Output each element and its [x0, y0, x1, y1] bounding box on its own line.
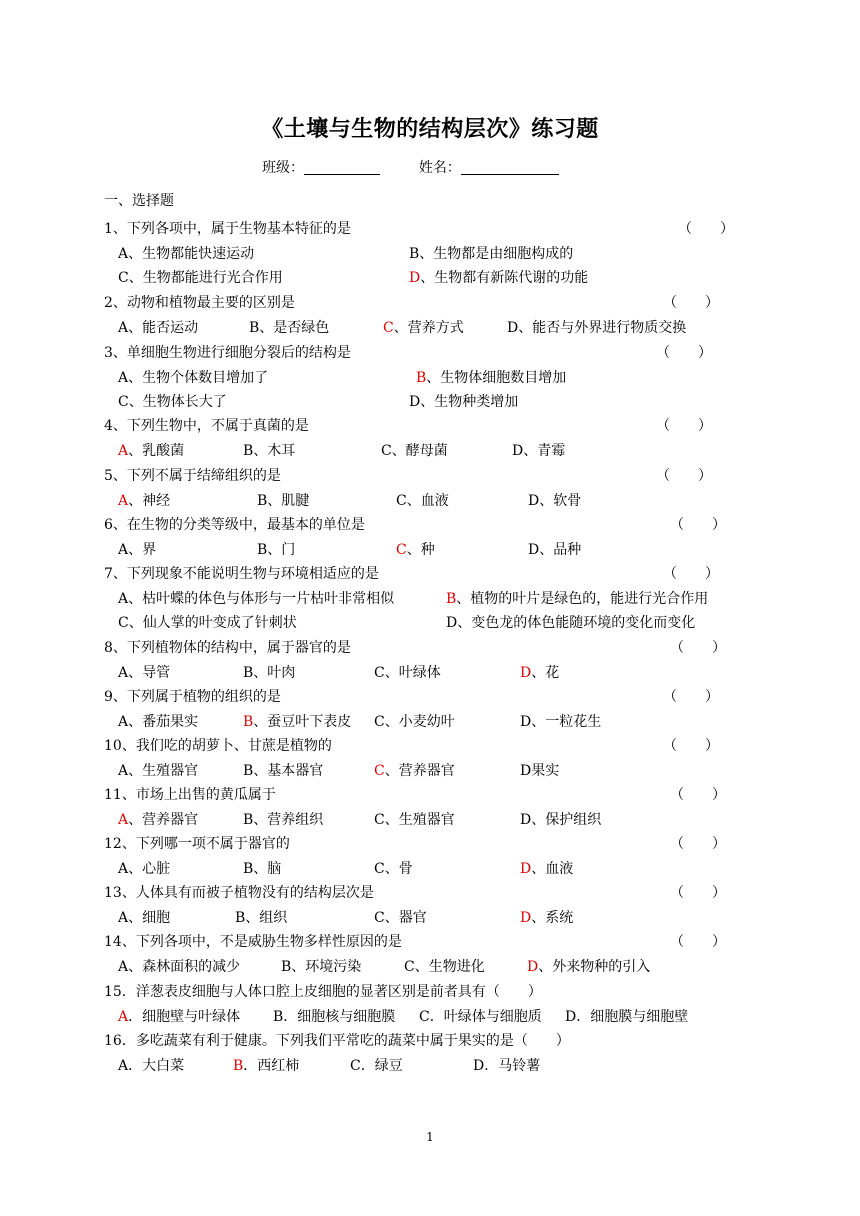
option-letter: B	[416, 369, 427, 386]
option-c	[350, 1055, 403, 1077]
answer-blank[interactable]: （ ）	[670, 934, 726, 950]
option-text: 、环境污染	[291, 958, 362, 975]
option-letter: A	[118, 713, 129, 730]
option-letter: D	[520, 860, 532, 877]
option-text: ．叶绿体与细胞质	[429, 1008, 542, 1025]
option-a	[118, 243, 254, 265]
option-text: 、叶肉	[253, 664, 296, 681]
option-text: 、能否运动	[128, 319, 199, 336]
student-info-line	[262, 157, 559, 177]
option-letter: C	[396, 492, 407, 509]
option-letter: B	[409, 245, 420, 262]
option-text: 、营养器官	[128, 811, 199, 828]
option-text: 、神经	[128, 492, 171, 509]
option-text: 果实	[531, 762, 560, 779]
option-text: 、叶绿体	[384, 664, 441, 681]
option-text: 、生殖器官	[128, 762, 199, 779]
option-text: 、变色龙的体色能随环境的变化而变化	[457, 615, 696, 631]
option-b	[243, 711, 351, 733]
option-letter: C	[396, 541, 407, 558]
option-letter: A	[118, 664, 129, 681]
answer-blank[interactable]: （ ）	[670, 787, 726, 803]
option-letter: A	[118, 958, 129, 975]
question-text: 5、下列不属于结缔组织的是	[104, 468, 281, 484]
answer-blank[interactable]: （ ）	[656, 418, 712, 434]
question-stem	[104, 931, 754, 953]
question-text: 16．多吃蔬菜有利于健康。下列我们平常吃的蔬菜中属于果实的是（ ）	[104, 1033, 570, 1049]
option-letter: D	[528, 541, 540, 558]
option-letter: D	[565, 1008, 577, 1025]
page-title: 《土壤与生物的结构层次》练习题	[261, 116, 599, 142]
option-text: 、是否绿色	[259, 319, 330, 336]
option-letter: D	[409, 394, 421, 410]
option-text: 、乳酸菌	[128, 442, 185, 459]
option-letter: D	[512, 442, 524, 459]
option-c	[374, 809, 455, 831]
option-letter: C	[383, 319, 394, 336]
option-text: 、骨	[384, 860, 413, 877]
option-text: 、生物体细胞数目增加	[426, 369, 567, 386]
option-text: 、外来物种的引入	[538, 958, 651, 975]
option-text: 、品种	[539, 541, 582, 558]
answer-blank[interactable]: （ ）	[663, 295, 719, 311]
option-letter: C	[118, 270, 129, 286]
answer-blank[interactable]: （ ）	[656, 345, 712, 361]
option-a	[118, 440, 184, 462]
option-c	[381, 440, 448, 462]
option-letter: B	[446, 590, 457, 607]
option-letter: A	[118, 811, 129, 828]
option-b	[257, 490, 309, 512]
option-text: 、界	[128, 541, 157, 558]
option-letter: D	[520, 811, 532, 828]
option-text: 、保护组织	[531, 811, 602, 828]
option-d	[520, 711, 601, 733]
option-text: 、组织	[245, 909, 288, 926]
option-letter: B	[233, 1057, 244, 1074]
option-text: 、森林面积的减少	[128, 958, 241, 975]
question-stem	[104, 686, 754, 708]
question-stem	[104, 833, 754, 855]
option-b	[409, 243, 573, 265]
option-letter: A	[118, 1057, 129, 1074]
option-c	[374, 662, 441, 684]
question-stem	[104, 218, 754, 240]
question-text: 12、下列哪一项不属于器官的	[104, 836, 290, 852]
option-a	[118, 539, 156, 561]
option-text: 、植物的叶片是绿色的，能进行光合作用	[456, 590, 709, 607]
option-letter: C	[419, 1008, 430, 1025]
option-a	[118, 1006, 240, 1028]
answer-blank[interactable]: （ ）	[663, 738, 719, 754]
option-letter: D	[473, 1057, 485, 1074]
option-letter: B	[243, 811, 254, 828]
option-a	[118, 662, 170, 684]
option-letter: C	[374, 762, 385, 779]
option-text: 、肌腱	[267, 492, 310, 509]
question-text: 9、下列属于植物的组织的是	[104, 689, 281, 705]
option-a	[118, 956, 240, 978]
option-text: 、脑	[253, 860, 282, 877]
option-letter: C	[374, 860, 385, 877]
question-stem	[104, 637, 754, 659]
option-text: 、花	[531, 664, 560, 681]
option-d	[520, 809, 601, 831]
option-text: ．细胞壁与叶绿体	[128, 1008, 241, 1025]
option-letter: C	[374, 811, 385, 828]
question-text: 3、单细胞生物进行细胞分裂后的结构是	[104, 345, 351, 361]
option-letter: B	[273, 1008, 284, 1025]
option-letter: D	[507, 319, 519, 336]
option-letter: A	[118, 909, 129, 926]
option-text: 、生物体长大了	[128, 394, 227, 410]
option-a	[118, 588, 394, 610]
option-text: 、生物个体数目增加了	[128, 369, 269, 386]
option-letter: A	[118, 541, 129, 558]
question-text: 10、我们吃的胡萝卜、甘蔗是植物的	[104, 738, 332, 754]
option-c	[383, 317, 464, 339]
option-letter: A	[118, 492, 129, 509]
option-c	[396, 539, 435, 561]
option-letter: B	[257, 541, 268, 558]
option-d	[520, 760, 559, 782]
option-c	[404, 956, 485, 978]
option-text: 、器官	[384, 909, 427, 926]
option-letter: B	[235, 909, 246, 926]
question-stem	[104, 514, 754, 536]
section-heading: 一、选择题	[104, 193, 174, 209]
question-stem	[104, 981, 754, 1003]
option-letter: C	[374, 664, 385, 681]
option-letter: A	[118, 319, 129, 336]
option-text: 、蚕豆叶下表皮	[253, 713, 352, 730]
name-label: 姓名：	[418, 160, 461, 176]
option-letter: B	[243, 713, 254, 730]
option-text: 、生物都是由细胞构成的	[419, 245, 574, 262]
option-d	[527, 956, 650, 978]
option-text: 、细胞	[128, 909, 171, 926]
option-a	[118, 907, 170, 929]
option-b	[416, 367, 566, 389]
option-a	[118, 858, 170, 880]
option-letter: B	[243, 860, 254, 877]
option-text: 、营养器官	[384, 762, 455, 779]
option-d	[565, 1006, 688, 1028]
option-d	[528, 539, 581, 561]
option-a	[118, 367, 268, 389]
option-b	[249, 317, 329, 339]
option-letter: A	[118, 860, 129, 877]
option-b	[243, 858, 281, 880]
option-text: ．细胞膜与细胞壁	[576, 1008, 689, 1025]
option-text: 、系统	[531, 909, 574, 926]
option-text: 、基本器官	[253, 762, 324, 779]
option-text: 、营养组织	[253, 811, 324, 828]
option-c	[118, 267, 283, 289]
option-letter: A	[118, 442, 129, 459]
option-c	[374, 711, 455, 733]
option-letter: C	[350, 1057, 361, 1074]
answer-blank[interactable]: （ ）	[656, 468, 712, 484]
option-letter: A	[118, 762, 129, 779]
option-text: 、一粒花生	[531, 713, 602, 730]
answer-blank[interactable]: （ ）	[663, 689, 719, 705]
option-text: 、酵母菌	[391, 442, 448, 459]
option-c	[396, 490, 449, 512]
option-text: 、软骨	[539, 492, 582, 509]
answer-blank[interactable]: （ ）	[670, 836, 726, 852]
question-text: 14、下列各项中，不是威胁生物多样性原因的是	[104, 934, 402, 950]
option-c	[118, 391, 227, 413]
option-letter: D	[528, 492, 540, 509]
option-letter: D	[446, 615, 458, 631]
option-text: 、能否与外界进行物质交换	[518, 319, 687, 336]
option-c	[118, 612, 297, 634]
option-letter: D	[520, 664, 532, 681]
question-text: 13、人体具有而被子植物没有的结构层次是	[104, 885, 374, 901]
option-d	[446, 612, 695, 634]
option-letter: A	[118, 590, 129, 607]
option-d	[507, 317, 686, 339]
option-letter: D	[520, 713, 532, 730]
question-stem	[104, 882, 754, 904]
answer-blank[interactable]: （ ）	[670, 885, 726, 901]
answer-blank[interactable]: （ ）	[670, 517, 726, 533]
option-text: 、木耳	[253, 442, 296, 459]
option-text: ．绿豆	[360, 1057, 403, 1074]
option-letter: A	[118, 245, 129, 262]
question-text: 11、市场上出售的黄瓜属于	[104, 787, 276, 803]
option-text: ．大白菜	[128, 1057, 185, 1074]
option-b	[243, 809, 323, 831]
option-d	[473, 1055, 540, 1077]
option-a	[118, 711, 198, 733]
option-text: 、番茄果实	[128, 713, 199, 730]
option-b	[273, 1006, 395, 1028]
option-b	[243, 760, 323, 782]
option-text: 、营养方式	[393, 319, 464, 336]
question-text: 8、下列植物体的结构中，属于器官的是	[104, 640, 351, 656]
option-b	[243, 440, 295, 462]
option-letter: A	[118, 1008, 129, 1025]
option-text: 、枯叶蝶的体色与体形与一片枯叶非常相似	[128, 590, 395, 607]
question-text: 2、动物和植物最主要的区别是	[104, 295, 295, 311]
option-b	[257, 539, 295, 561]
option-c	[374, 760, 455, 782]
page-number: 1	[426, 1130, 434, 1144]
option-a	[118, 760, 198, 782]
option-b	[233, 1055, 299, 1077]
option-a	[118, 317, 198, 339]
option-text: 、生殖器官	[384, 811, 455, 828]
question-stem	[104, 292, 754, 314]
option-letter: D	[527, 958, 539, 975]
option-d	[520, 907, 573, 929]
option-a	[118, 809, 198, 831]
option-text: ．西红柿	[243, 1057, 300, 1074]
option-d	[528, 490, 581, 512]
option-d	[520, 662, 559, 684]
option-b	[243, 662, 295, 684]
option-b	[281, 956, 361, 978]
option-letter: B	[243, 762, 254, 779]
option-text: 、导管	[128, 664, 171, 681]
option-text: 、生物都有新陈代谢的功能	[420, 270, 589, 286]
option-c	[374, 907, 427, 929]
answer-blank[interactable]: （ ）	[663, 566, 719, 582]
question-text: 15．洋葱表皮细胞与人体口腔上皮细胞的显著区别是前者具有（ ）	[104, 984, 542, 1000]
option-text: 、青霉	[523, 442, 566, 459]
option-text: 、小麦幼叶	[384, 713, 455, 730]
option-c	[419, 1006, 542, 1028]
option-a	[118, 490, 170, 512]
option-text: 、血液	[406, 492, 449, 509]
option-letter: C	[374, 713, 385, 730]
class-blank[interactable]	[304, 160, 380, 175]
option-letter: C	[118, 394, 129, 410]
option-letter: D	[409, 270, 421, 286]
option-text: 、心脏	[128, 860, 171, 877]
option-c	[374, 858, 413, 880]
option-text: 、生物种类增加	[420, 394, 519, 410]
option-text: 、生物进化	[414, 958, 485, 975]
option-letter: B	[281, 958, 292, 975]
option-d	[512, 440, 565, 462]
option-text: 、生物都能进行光合作用	[128, 270, 283, 286]
option-text: 、血液	[531, 860, 574, 877]
option-letter: C	[118, 615, 129, 631]
question-text: 4、下列生物中，不属于真菌的是	[104, 418, 309, 434]
option-letter: B	[243, 442, 254, 459]
question-text: 7、下列现象不能说明生物与环境相适应的是	[104, 566, 379, 582]
option-d	[409, 391, 518, 413]
answer-blank[interactable]: （ ）	[670, 640, 726, 656]
option-b	[446, 588, 708, 610]
option-letter: C	[374, 909, 385, 926]
class-label: 班级：	[262, 160, 304, 176]
answer-blank[interactable]: （ ）	[678, 221, 734, 237]
question-stem	[104, 1030, 754, 1052]
option-text: 、种	[406, 541, 435, 558]
option-d	[520, 858, 573, 880]
option-letter: A	[118, 369, 129, 386]
option-text: ．细胞核与细胞膜	[283, 1008, 396, 1025]
option-text: ．马铃薯	[484, 1057, 541, 1074]
option-d	[409, 267, 588, 289]
option-letter: B	[243, 664, 254, 681]
question-text: 6、在生物的分类等级中，最基本的单位是	[104, 517, 365, 533]
question-stem	[104, 563, 754, 585]
question-stem	[104, 784, 754, 806]
option-b	[235, 907, 287, 929]
option-text: 、仙人掌的叶变成了针刺状	[128, 615, 297, 631]
option-letter: D	[520, 909, 532, 926]
name-blank[interactable]	[461, 160, 559, 175]
option-letter: C	[404, 958, 415, 975]
question-stem	[104, 735, 754, 757]
option-letter: D	[520, 762, 532, 779]
option-letter: B	[257, 492, 268, 509]
option-text: 、生物都能快速运动	[128, 245, 255, 262]
option-letter: B	[249, 319, 260, 336]
question-text: 1、下列各项中，属于生物基本特征的是	[104, 221, 351, 237]
option-a	[118, 1055, 184, 1077]
option-letter: C	[381, 442, 392, 459]
option-text: 、门	[267, 541, 296, 558]
